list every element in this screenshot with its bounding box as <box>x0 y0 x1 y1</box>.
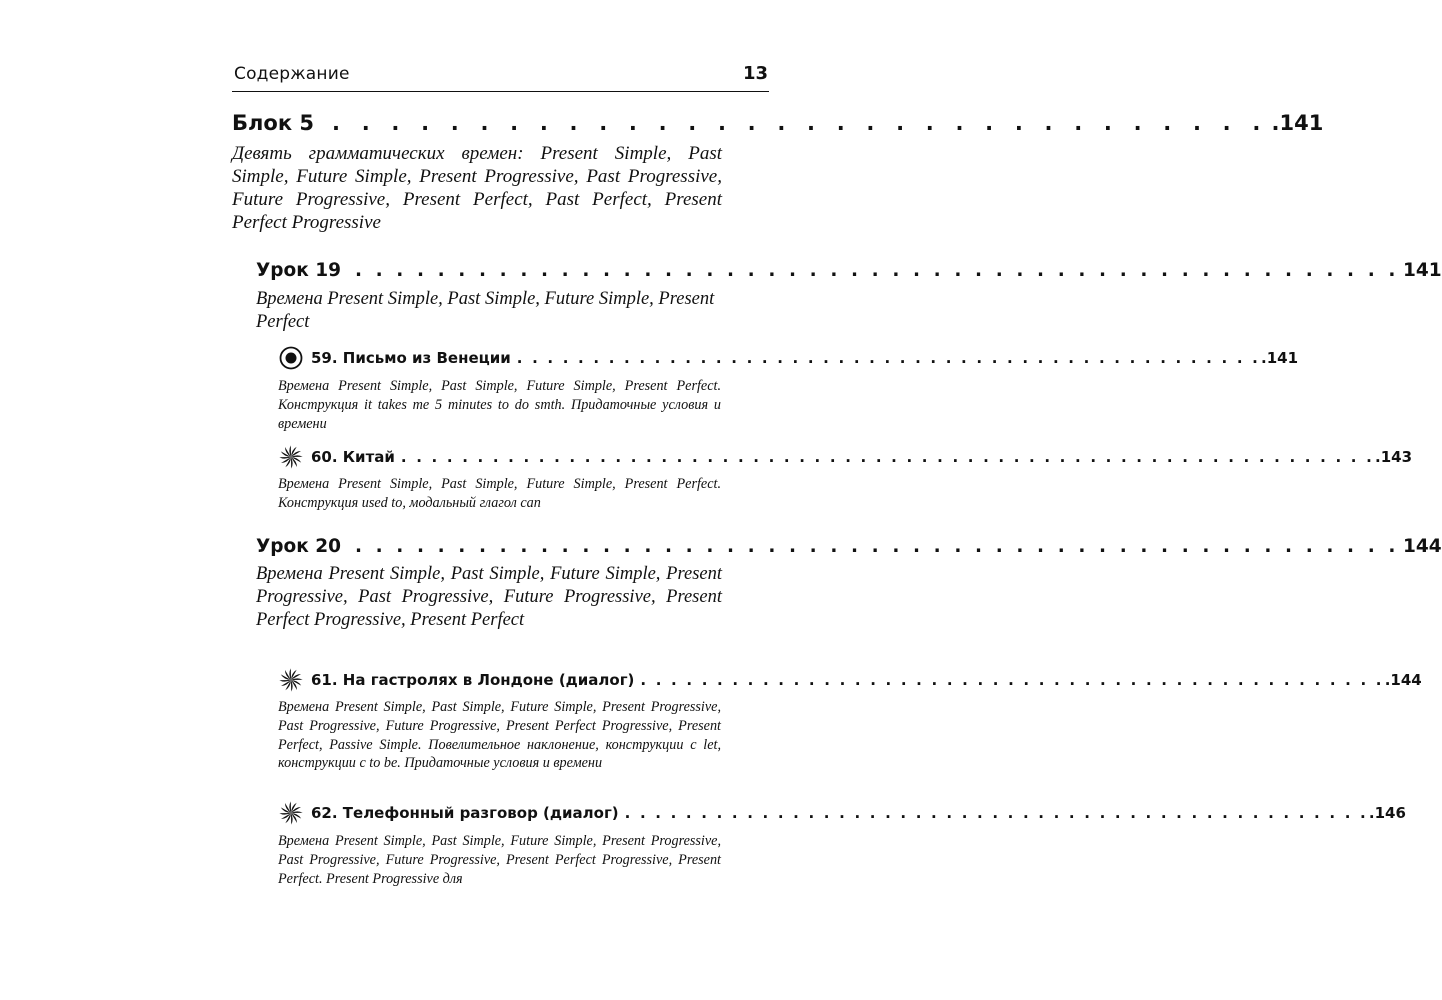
swirl-icon <box>278 445 306 469</box>
audio-target-icon <box>278 346 306 370</box>
toc-entry-lesson-20[interactable] <box>256 536 1442 557</box>
toc-entry-section-61[interactable] <box>278 668 1422 692</box>
dot-leader: . . . . . . . . . . . . . . . . . . . . . . . . . . . . . . . . . . . . . . . . . . . . . . . . . . . . . . . . . . . . . . . . <box>400 448 1374 466</box>
toc-block-label: Блок 5 <box>232 111 314 135</box>
dot-leader: . . . . . . . . . . . . . . . . . . . . . . . . . . . . . . . . . . . . . . . . . . . . . . . . . <box>624 804 1368 822</box>
dot-leader: . . . . . . . . . . . . . . . . . . . . . . . . . . . . . . . . . . . . . . . . . . . . . . . . . <box>640 671 1384 689</box>
toc-page-ref: .141 <box>1261 349 1299 367</box>
toc-page-ref: .143 <box>1375 448 1413 466</box>
page-number: 13 <box>742 63 768 84</box>
lesson-description: Времена Present Simple, Past Simple, Future Simple, Present Progressive, Past Progressive, Future Progressive, Present Perfect Progressive, Present Perfect <box>256 564 722 630</box>
running-header-title: Содержание <box>234 64 350 84</box>
section-description: Времена Present Simple, Past Simple, Future Simple, Present Perfect. Конструкция used to, модальный глагол can <box>278 476 721 511</box>
section-description: Времена Present Simple, Past Simple, Future Simple, Present Progressive, Past Progressive, Future Progressive, Present Perfect Progressive, Present Perfect. Present Progressive для <box>278 833 721 887</box>
swirl-icon <box>278 668 306 692</box>
dot-leader: . . . . . . . . . . . . . . . . . . . . . . . . . . . . . . . . . . . . . . . . . . . . . . . . . <box>516 349 1261 367</box>
toc-page-ref: 141 <box>1403 260 1442 281</box>
toc-page-ref: .146 <box>1368 804 1406 822</box>
swirl-icon <box>278 801 306 825</box>
toc-section-label: 59. Письмо из Венеции <box>311 349 511 367</box>
toc-entry-section-59[interactable] <box>278 346 1299 370</box>
section-description: Времена Present Simple, Past Simple, Future Simple, Present Progressive, Past Progressive, Future Progressive, Present Perfect Progressive, Present Perfect, Passive Simple. Повелительное наклонение, конструкции с let, конструкции с to be. Придаточные условия и времени <box>278 699 721 772</box>
section-description: Времена Present Simple, Past Simple, Future Simple, Present Perfect. Конструкция it takes me 5 minutes to do smth. Придаточные условия и времени <box>278 378 721 432</box>
toc-page-ref: .144 <box>1384 671 1422 689</box>
lesson-description: Времена Present Simple, Past Simple, Future Simple, Present Perfect <box>256 289 715 332</box>
toc-page-ref: 144 <box>1403 536 1442 557</box>
toc-section-label: 60. Китай <box>311 448 395 466</box>
header-divider <box>232 91 769 92</box>
toc-entry-section-62[interactable] <box>278 801 1406 825</box>
toc-entry-block-5[interactable] <box>232 111 1324 135</box>
dot-leader: . . . . . . . . . . . . . . . . . . . . . . . . . . . . . . . . <box>332 111 1268 135</box>
toc-lesson-label: Урок 19 <box>256 260 341 281</box>
toc-section-label: 62. Телефонный разговор (диалог) <box>311 804 619 822</box>
dot-leader: . . . . . . . . . . . . . . . . . . . . . . . . . . . . . . . . . . . . . . . . . . . . . . . . . . . <box>354 260 1400 281</box>
toc-entry-section-60[interactable] <box>278 445 1413 469</box>
block-description: Девять грамматических времен: Present Simple, Past Simple, Future Simple, Present Progressive, Past Progressive, Future Progressive, Present Perfect, Past Perfect, Present Perfect Progressive <box>232 143 722 233</box>
toc-page-ref: .141 <box>1271 111 1324 135</box>
dot-leader: . . . . . . . . . . . . . . . . . . . . . . . . . . . . . . . . . . . . . . . . . . . . . . . . . . . <box>354 536 1400 557</box>
toc-lesson-label: Урок 20 <box>256 536 341 557</box>
toc-section-label: 61. На гастролях в Лондоне (диалог) <box>311 671 635 689</box>
toc-entry-lesson-19[interactable] <box>256 260 1442 281</box>
